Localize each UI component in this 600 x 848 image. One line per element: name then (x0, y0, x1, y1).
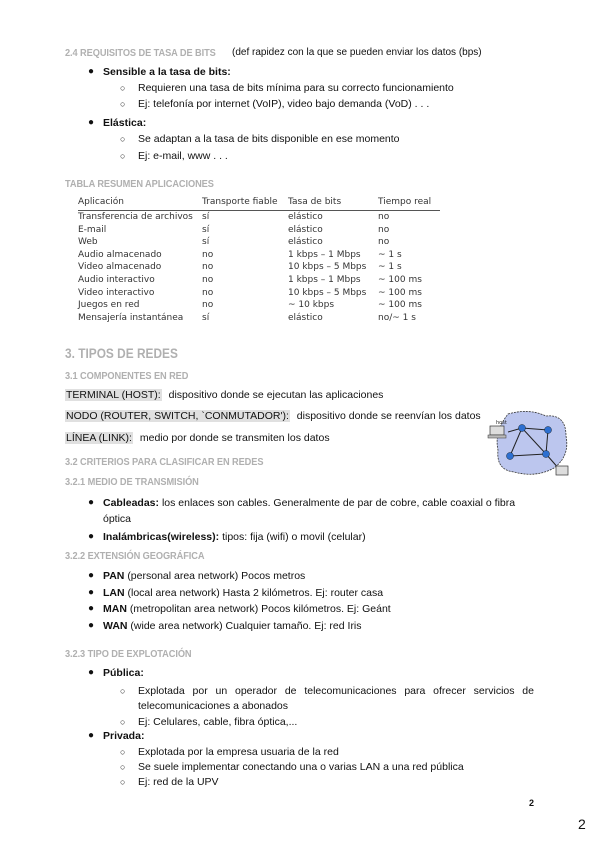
bullet-dot: ● (88, 570, 95, 581)
geo-text: (personal area network) Pocos metros (127, 570, 306, 582)
router-node (507, 453, 514, 460)
cell-fiable: sí (202, 224, 210, 235)
section-3-2-1-title: 3.2.1 MEDIO DE TRANSMISIÓN (65, 476, 199, 488)
circle-bullet: ○ (120, 762, 126, 772)
wireless-line (103, 531, 366, 543)
wireless-text: tipos: fija (wifi) o movil (celular) (222, 531, 366, 543)
cell-app: Mensajería instantánea (78, 312, 184, 323)
section-3-2-2-title: 3.2.2 EXTENSIÓN GEOGRÁFICA (65, 550, 205, 562)
cell-app: Transferencia de archivos (78, 212, 193, 222)
geo-label: LAN (103, 587, 125, 599)
network-diagram (484, 408, 574, 480)
table-header-app: Aplicación (78, 197, 124, 207)
cell-fiable: sí (202, 212, 210, 222)
geo-item (103, 570, 305, 582)
table-row (78, 274, 440, 287)
cell-tasa: 1 kbps – 1 Mbps (288, 274, 361, 285)
bullet-dot: ● (88, 730, 95, 741)
cell-fiable: no (202, 249, 214, 260)
elastica-sub-2: Ej: e-mail, www . . . (138, 150, 228, 162)
bullet-dot: ● (88, 117, 95, 128)
cable-label: Cableadas: (103, 497, 160, 509)
privada-sub-1: Explotada por la empresa usuaria de la red (138, 746, 339, 758)
publica-sub-1a: Explotada por un operador de telecomunicaciones para ofrecer servicios de (138, 685, 534, 697)
section-3-title: 3. TIPOS DE REDES (65, 346, 178, 361)
terminal-label: TERMINAL (HOST): (66, 389, 161, 401)
cable-text: los enlaces son cables. Generalmente de par de cobre, cable coaxial o fibra (161, 497, 516, 509)
cell-tasa: ~ 10 kbps (288, 300, 335, 311)
cable-text-cont: óptica (103, 513, 132, 525)
router-node (545, 427, 552, 434)
elastica-sub-1: Se adaptan a la tasa de bits disponible en ese momento (138, 133, 400, 145)
geo-label: MAN (103, 603, 127, 615)
geo-item (103, 603, 391, 615)
table-row (78, 224, 440, 237)
table-row (78, 236, 440, 249)
cell-tiempo: ~ 100 ms (378, 300, 422, 311)
bullet-dot: ● (88, 603, 95, 614)
table-row (78, 211, 440, 224)
cell-app: Audio almacenado (78, 249, 162, 260)
table-header-tasa: Tasa de bits (288, 197, 342, 207)
sensible-sub-1: Requieren una tasa de bits mínima para su correcto funcionamiento (138, 82, 454, 94)
table-header-fiable: Transporte fiable (202, 197, 278, 207)
cell-app: Video interactivo (78, 287, 155, 298)
elastica-label: Elástica: (103, 117, 147, 129)
table-row (78, 299, 440, 312)
bullet-dot: ● (88, 531, 95, 542)
privada-sub-3: Ej: red de la UPV (138, 776, 219, 788)
cell-tiempo: ~ 100 ms (378, 274, 422, 285)
section-3-1-title: 3.1 COMPONENTES EN RED (65, 370, 189, 382)
section-3-2-title: 3.2 CRITERIOS PARA CLASIFICAR EN REDES (65, 456, 264, 468)
cell-app: Web (78, 237, 98, 248)
network-cloud (497, 411, 567, 474)
section-2-4-title: 2.4 REQUISITOS DE TASA DE BITS (65, 47, 216, 59)
table-body (78, 211, 440, 324)
wireless-label: Inalámbricas(wireless): (103, 531, 220, 543)
geo-text: (local area network) Hasta 2 kilómetros. Ej: router casa (127, 587, 384, 599)
cell-tiempo: ~ 100 ms (378, 287, 422, 298)
host-laptop-icon (556, 466, 568, 475)
link-line (65, 432, 330, 444)
cell-tiempo: no (378, 212, 390, 222)
sensible-sub-2: Ej: telefonía por internet (VoIP), video bajo demanda (VoD) . . . (138, 98, 430, 110)
table-row (78, 261, 440, 274)
circle-bullet: ○ (120, 83, 126, 93)
cell-tasa: 10 kbps – 5 Mbps (288, 262, 367, 273)
bullet-dot: ● (88, 620, 95, 631)
publica-sub-2: Ej: Celulares, cable, fibra óptica,... (138, 716, 298, 728)
sensible-label: Sensible a la tasa de bits: (103, 66, 231, 78)
table-row (78, 287, 440, 300)
cell-tasa: elástico (288, 212, 323, 222)
cell-fiable: sí (202, 312, 210, 323)
terminal-text: dispositivo donde se ejecutan las aplicaciones (168, 389, 384, 401)
cable-line (103, 497, 515, 509)
cell-fiable: no (202, 274, 214, 285)
section-3-2-3-title: 3.2.3 TIPO DE EXPLOTACIÓN (65, 648, 192, 660)
cell-tiempo: ~ 1 s (378, 262, 402, 273)
link-label: LÍNEA (LINK): (66, 432, 132, 444)
cell-app: Audio interactivo (78, 274, 155, 285)
table-title: TABLA RESUMEN APLICACIONES (65, 178, 214, 190)
nodo-line (65, 410, 481, 422)
router-node (543, 451, 550, 458)
privada-label: Privada: (103, 730, 145, 742)
geo-item (103, 587, 383, 599)
cell-fiable: no (202, 300, 214, 311)
cell-app: Video almacenado (78, 262, 162, 273)
geo-label: PAN (103, 570, 125, 582)
circle-bullet: ○ (120, 717, 126, 727)
nodo-label: NODO (ROUTER, SWITCH, `CONMUTADOR'): (66, 410, 289, 422)
terminal-line (65, 389, 383, 401)
bullet-dot: ● (88, 66, 95, 77)
bullet-dot: ● (88, 587, 95, 598)
cell-tiempo: no (378, 237, 390, 248)
cell-fiable: no (202, 287, 214, 298)
publica-sub-1b: telecomunicaciones a abonados (138, 700, 289, 712)
host-computer-icon (490, 426, 504, 435)
circle-bullet: ○ (120, 747, 126, 757)
publica-label: Pública: (103, 667, 144, 679)
cell-tasa: elástico (288, 224, 323, 235)
privada-sub-2: Se suele implementar conectando una o varias LAN a una red pública (138, 761, 464, 773)
table-header-tiempo: Tiempo real (378, 197, 432, 207)
summary-table (78, 196, 440, 324)
cell-fiable: sí (202, 237, 210, 248)
cell-app: E-mail (78, 224, 107, 235)
geo-label: WAN (103, 620, 128, 632)
page-number-outer: 2 (578, 816, 586, 832)
router-node (519, 425, 526, 432)
circle-bullet: ○ (120, 777, 126, 787)
link-text: medio por donde se transmiten los datos (139, 432, 330, 444)
circle-bullet: ○ (120, 99, 126, 109)
section-2-4-note: (def rapidez con la que se pueden enviar los datos (bps) (232, 47, 482, 58)
geo-item (103, 620, 362, 632)
cell-app: Juegos en red (78, 300, 140, 311)
host-keyboard-icon (488, 435, 506, 438)
cell-tasa: 10 kbps – 5 Mbps (288, 287, 367, 298)
geo-text: (wide area network) Cualquier tamaño. Ej: red Iris (130, 620, 362, 632)
host-label: host (496, 420, 507, 426)
cell-tiempo: no (378, 224, 390, 235)
circle-bullet: ○ (120, 151, 126, 161)
table-header-row (78, 196, 440, 211)
cell-tiempo: ~ 1 s (378, 249, 402, 260)
cell-fiable: no (202, 262, 214, 273)
bullet-dot: ● (88, 497, 95, 508)
nodo-text: dispositivo donde se reenvían los datos (296, 410, 481, 422)
cell-tasa: 1 kbps – 1 Mbps (288, 249, 361, 260)
circle-bullet: ○ (120, 686, 126, 696)
cell-tasa: elástico (288, 312, 323, 323)
table-row (78, 249, 440, 262)
geo-text: (metropolitan area network) Pocos kilómetros. Ej: Geánt (129, 603, 391, 615)
cell-tasa: elástico (288, 237, 323, 248)
circle-bullet: ○ (120, 134, 126, 144)
cell-tiempo: no/~ 1 s (378, 312, 416, 323)
bullet-dot: ● (88, 667, 95, 678)
table-row (78, 312, 440, 325)
page-number-inner: 2 (529, 798, 535, 808)
